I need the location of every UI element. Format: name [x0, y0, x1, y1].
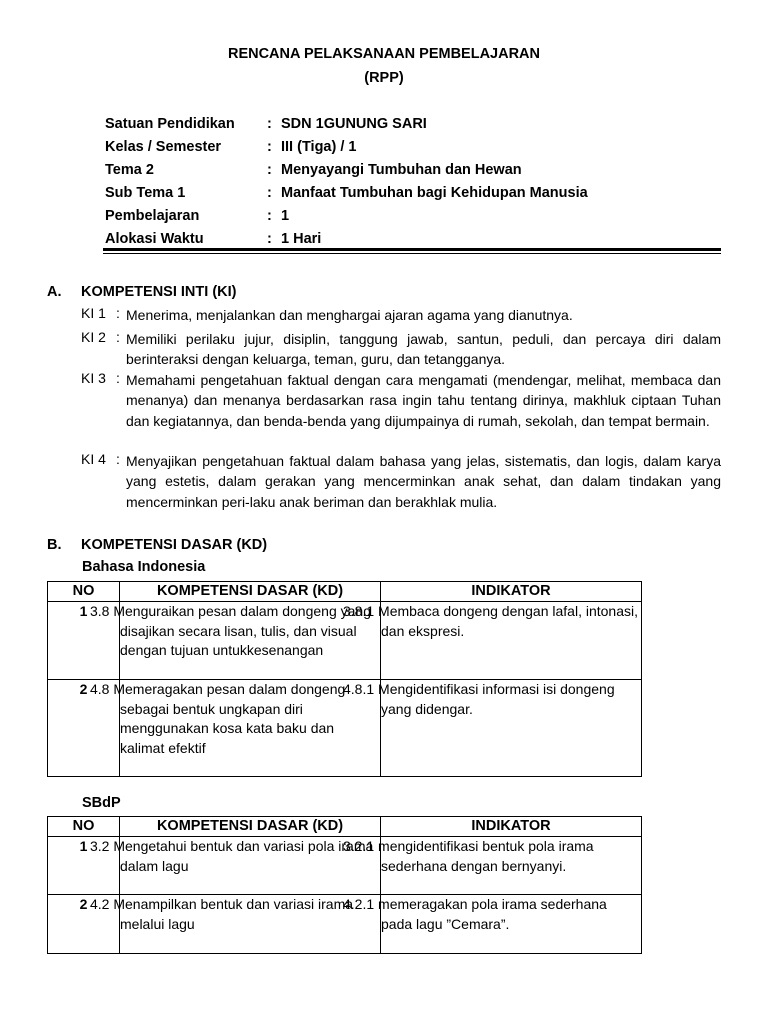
- header-divider-thick: [103, 248, 721, 251]
- identity-value: III (Tiga) / 1: [281, 139, 357, 155]
- row-number: 2: [48, 680, 120, 777]
- ki-colon: :: [116, 370, 120, 386]
- identity-colon: :: [267, 185, 272, 201]
- row-number: 2: [48, 895, 120, 954]
- table-row: [48, 895, 642, 954]
- indikator-cell: 4.8.1 Mengidentifikasi informasi isi dongeng yang didengar.: [381, 680, 642, 777]
- section-b-letter: B.: [47, 537, 62, 553]
- column-header-no: NO: [48, 582, 120, 602]
- column-header-no: NO: [48, 817, 120, 837]
- ki-text: Memahami pengetahuan faktual dengan cara mengamati (mendengar, melihat, membaca dan menanya) dan menanya berdasarkan rasa ingin tahu tentang dirinya, makhluk ciptaan Tuhan dan kegiatannya, dan benda-benda yang dijumpainya di rumah, sekolah, dan tempat bermain.: [126, 372, 721, 429]
- header-divider-thin: [103, 253, 721, 254]
- kd-table-bahasa-indonesia: [47, 581, 642, 777]
- subject-heading-sbdp: SBdP: [82, 795, 121, 811]
- identity-value: Manfaat Tumbuhan bagi Kehidupan Manusia: [281, 185, 588, 201]
- kd-cell: 4.8 Memeragakan pesan dalam dongeng sebagai bentuk ungkapan diri menggunakan kosa kata baku dan kalimat efektif: [120, 680, 381, 777]
- identity-value: 1 Hari: [281, 231, 322, 247]
- table-row: [48, 680, 642, 777]
- ki-label: KI 4: [81, 451, 106, 467]
- section-a-letter: A.: [47, 284, 62, 300]
- identity-colon: :: [267, 208, 272, 224]
- identity-colon: :: [267, 162, 272, 178]
- document-title: RENCANA PELAKSANAAN PEMBELAJARAN: [227, 46, 541, 62]
- ki-text: Menerima, menjalankan dan menghargai ajaran agama yang dianutnya.: [126, 307, 573, 323]
- table-row: [48, 602, 642, 680]
- column-header-kd: KOMPETENSI DASAR (KD): [120, 817, 381, 837]
- ki-text: Memiliki perilaku jujur, disiplin, tanggung jawab, santun, peduli, dan percaya diri dalam berinteraksi dengan keluarga, teman, guru, dan tetangganya.: [126, 331, 721, 368]
- row-number: 1: [48, 837, 120, 895]
- ki-colon: :: [116, 451, 120, 467]
- identity-value: SDN 1GUNUNG SARI: [281, 116, 427, 132]
- identity-colon: :: [267, 231, 272, 247]
- ki-label: KI 1: [81, 305, 106, 321]
- ki-label: KI 3: [81, 370, 106, 386]
- identity-label: Satuan Pendidikan: [105, 116, 235, 132]
- identity-label: Kelas / Semester: [105, 139, 222, 155]
- identity-value: 1: [281, 208, 290, 224]
- table-row: [48, 837, 642, 895]
- document-subtitle: (RPP): [364, 70, 404, 86]
- indikator-cell: 3.8.1 Membaca dongeng dengan lafal, intonasi, dan ekspresi.: [381, 602, 642, 680]
- table-header-row: [48, 817, 642, 837]
- kd-cell: 3.2 Mengetahui bentuk dan variasi pola irama dalam lagu: [120, 837, 381, 895]
- indikator-cell: 3.2.1 mengidentifikasi bentuk pola irama sederhana dengan bernyanyi.: [381, 837, 642, 895]
- kd-table-sbdp: [47, 816, 642, 954]
- identity-value: Menyayangi Tumbuhan dan Hewan: [281, 162, 522, 178]
- identity-label: Pembelajaran: [105, 208, 200, 224]
- column-header-kd: KOMPETENSI DASAR (KD): [120, 582, 381, 602]
- ki-colon: :: [116, 329, 120, 345]
- kd-cell: 4.2 Menampilkan bentuk dan variasi irama melalui lagu: [120, 895, 381, 954]
- section-b-title: KOMPETENSI DASAR (KD): [81, 537, 268, 553]
- ki-label: KI 2: [81, 329, 106, 345]
- identity-label: Sub Tema 1: [105, 185, 186, 201]
- subject-heading-bahasa-indonesia: Bahasa Indonesia: [82, 559, 206, 575]
- row-number: 1: [48, 602, 120, 680]
- table-header-row: [48, 582, 642, 602]
- identity-label: Alokasi Waktu: [105, 231, 204, 247]
- kd-cell: 3.8 Menguraikan pesan dalam dongeng yang disajikan secara lisan, tulis, dan visual dengan tujuan untukkesenangan: [120, 602, 381, 680]
- indikator-cell: 4.2.1 memeragakan pola irama sederhana pada lagu ”Cemara”.: [381, 895, 642, 954]
- ki-text: Menyajikan pengetahuan faktual dalam bahasa yang jelas, sistematis, dan logis, dalam karya yang estetis, dalam gerakan yang mencerminkan anak sehat, dan dalam tindakan yang mencerminkan peri-laku anak beriman dan berakhlak mulia.: [126, 453, 721, 510]
- column-header-indikator: INDIKATOR: [381, 582, 642, 602]
- ki-colon: :: [116, 305, 120, 321]
- identity-colon: :: [267, 116, 272, 132]
- identity-colon: :: [267, 139, 272, 155]
- section-a-title: KOMPETENSI INTI (KI): [81, 284, 237, 300]
- column-header-indikator: INDIKATOR: [381, 817, 642, 837]
- identity-label: Tema 2: [105, 162, 154, 178]
